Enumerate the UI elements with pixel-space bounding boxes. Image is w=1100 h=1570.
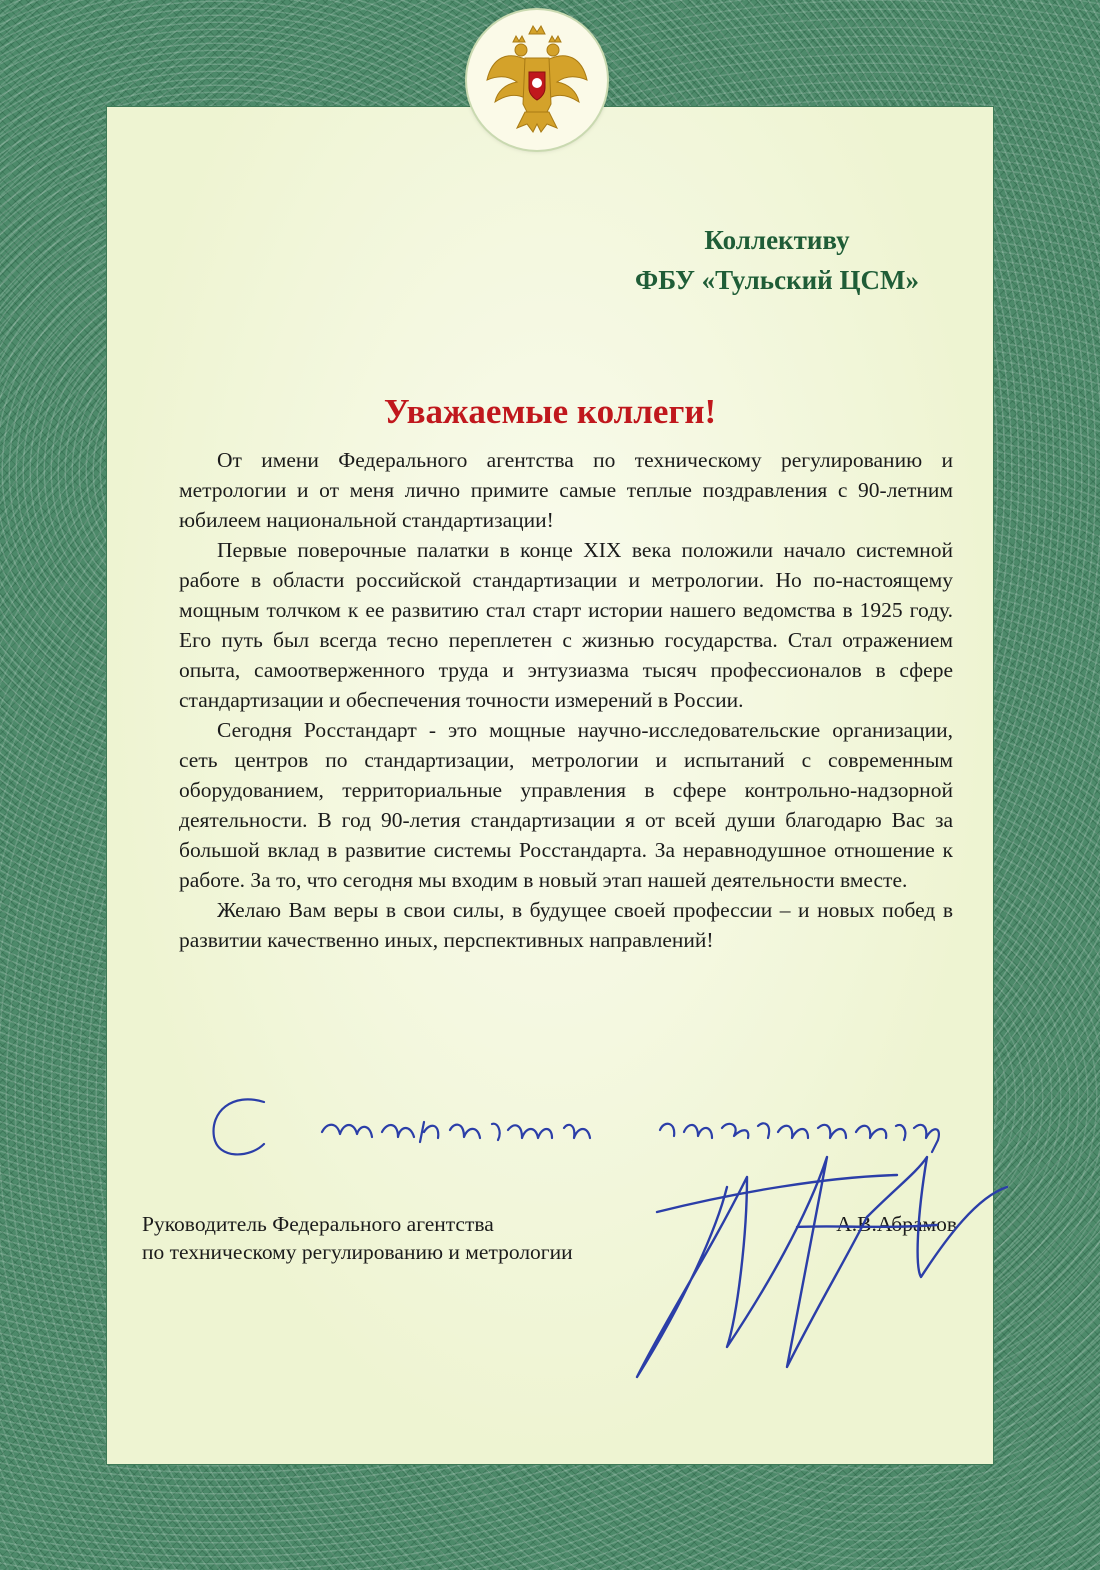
paragraph: Сегодня Росстандарт - это мощные научно-исследовательские организации, сеть центров по стандартизации, метрологии и испытаний с современным оборудованием, территориальные управления в сфере контрольно-надзорной деятельности. В год 90-летия стандартизации я от всей души благодарю Вас за большой вклад в развитие системы Росстандарта. За неравнодушное отношение к работе. За то, что сегодня мы входим в новый этап нашей деятельности вместе. bbox=[179, 718, 953, 892]
signatory-title-line-2: по техническому регулированию и метрологии bbox=[142, 1240, 573, 1264]
handwritten-signature bbox=[597, 1117, 1017, 1417]
paragraph: Первые поверочные палатки в конце XIX века положили начало системной работе в области российской стандартизации и метрологии. Но по-настоящему мощным толчком к ее развитию стал старт истории нашего ведомства в 1925 году. Его путь был всегда тесно переплетен с жизнью государства. Стал отражением опыта, самоотверженного труда и энтузиазма тысяч профессионалов в сфере стандартизации и обеспечения точности измерений в России. bbox=[179, 538, 953, 712]
addressee-line-1: Коллективу bbox=[704, 225, 850, 255]
paragraph: Желаю Вам веры в свои силы, в будущее своей профессии – и новых побед в развитии качественно иных, перспективных направлений! bbox=[179, 898, 953, 952]
letter-body bbox=[179, 445, 953, 955]
addressee-line-2: ФБУ «Тульский ЦСМ» bbox=[635, 265, 919, 295]
signatory-title bbox=[142, 1210, 573, 1266]
emblem-medallion bbox=[467, 10, 607, 150]
letter-panel bbox=[107, 107, 993, 1464]
signatory-title-line-1: Руководитель Федерального агентства bbox=[142, 1212, 494, 1236]
addressee bbox=[537, 220, 1017, 300]
signatory-name: А.В.Абрамов bbox=[836, 1212, 957, 1236]
paragraph: От имени Федерального агентства по техническому регулированию и метрологии и от меня лично примите самые теплые поздравления с 90-летним юбилеем национальной стандартизации! bbox=[179, 448, 953, 532]
russian-coat-of-arms-icon bbox=[477, 20, 597, 140]
letter-title: Уважаемые коллеги! bbox=[383, 392, 717, 431]
